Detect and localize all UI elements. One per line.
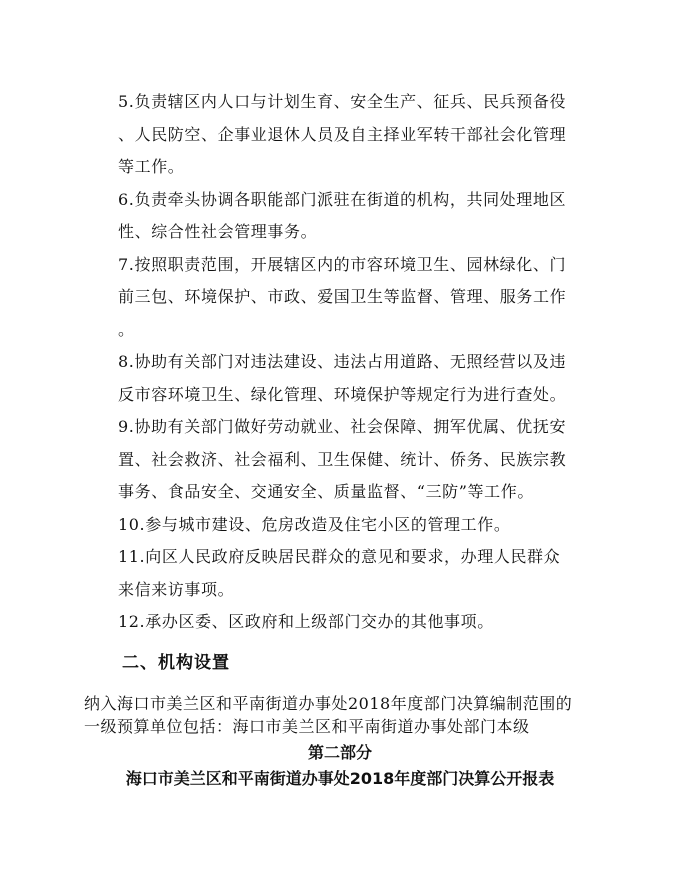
duty-item-7: 7.按照职责范围，开展辖区内的市容环境卫生、园林绿化、门 前三包、环境保护、市政、爱国卫生等监督、管理、服务工作 。 [118, 254, 567, 339]
duty-item-5: 5.负责辖区内人口与计划生育、安全生产、征兵、民兵预备役 、人民防空、企事业退休人员及自主择业军转干部社会化管理 等工作。 [118, 92, 567, 176]
section-paragraph: 纳入海口市美兰区和平南街道办事处2018年度部门决算编制范围的 一级预算单位包括：海口市美兰区和平南街道办事处部门本级 [84, 694, 573, 736]
duties-list [118, 86, 608, 639]
duty-item-9: 9.协助有关部门做好劳动就业、社会保障、拥军优属、优抚安 置、社会救济、社会福利、卫生保健、统计、侨务、民族宗教 事务、食品安全、交通安全、质量监督、“三防”等工作。 [118, 417, 567, 501]
duty-item-8: 8.协助有关部门对违法建设、违法占用道路、无照经营以及违 反市容环境卫生、绿化管理、环境保护等规定行为进行查处。 [118, 352, 567, 404]
duty-item-11: 11.向区人民政府反映居民群众的意见和要求，办理人民群众 来信来访事项。 [118, 547, 561, 599]
section-heading: 二、机构设置 [122, 653, 230, 673]
duty-item-10: 10.参与城市建设、危房改造及住宅小区的管理工作。 [118, 514, 511, 534]
part-title: 第二部分 [307, 743, 372, 762]
duty-item-12: 12.承办区委、区政府和上级部门交办的其他事项。 [118, 612, 494, 631]
duty-item-6: 6.负责牵头协调各职能部门派驻在街道的机构，共同处理地区 性、综合性社会管理事务。 [118, 189, 567, 241]
report-title: 海口市美兰区和平南街道办事处2018年度部门决算公开报表 [125, 769, 555, 788]
